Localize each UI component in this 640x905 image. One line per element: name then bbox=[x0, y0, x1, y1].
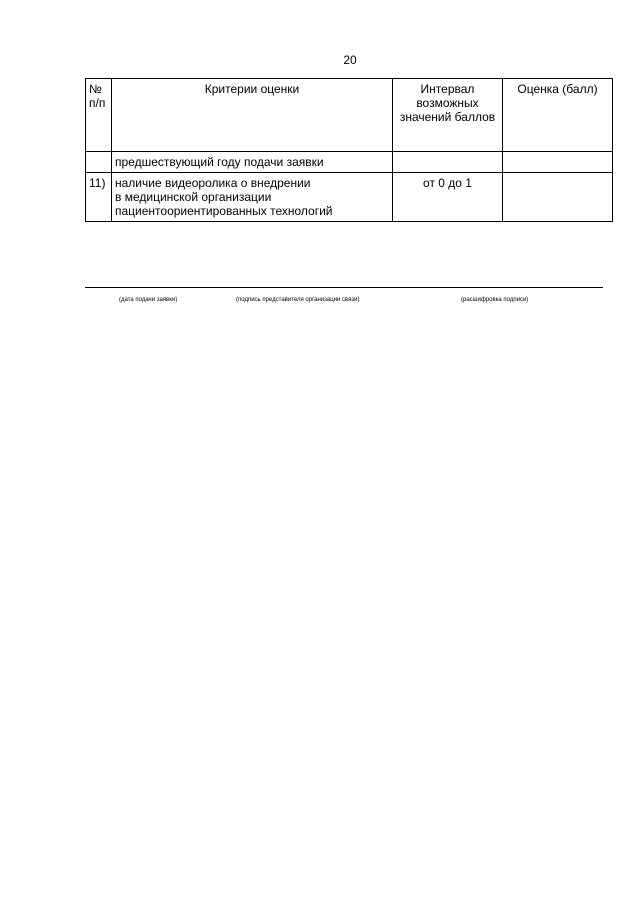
row-score bbox=[503, 173, 613, 222]
header-num: № п/п bbox=[86, 79, 112, 152]
row-num: 11) bbox=[86, 173, 112, 222]
header-criteria: Критерии оценки bbox=[112, 79, 393, 152]
table-row bbox=[86, 173, 613, 222]
row-criteria: предшествующий году подачи заявки bbox=[112, 152, 393, 173]
row-score bbox=[503, 152, 613, 173]
row-interval bbox=[393, 152, 503, 173]
row-criteria: наличие видеоролика о внедрении в медицинской организации пациентоориентированных технологий bbox=[112, 173, 393, 222]
signature-caption: (подпись представителя организации связи) bbox=[236, 297, 360, 303]
criteria-table bbox=[85, 78, 613, 222]
table-row bbox=[86, 152, 613, 173]
header-score: Оценка (балл) bbox=[503, 79, 613, 152]
row-num bbox=[86, 152, 112, 173]
signature-line bbox=[85, 287, 603, 288]
header-interval: Интервал возможных значений баллов bbox=[393, 79, 503, 152]
date-caption: (дата подачи заявки) bbox=[119, 297, 178, 303]
signature-decode-caption: (расшифровка подписи) bbox=[461, 297, 529, 303]
row-interval: от 0 до 1 bbox=[393, 173, 503, 222]
page-number: 20 bbox=[343, 53, 357, 67]
table-header-row bbox=[86, 79, 613, 152]
